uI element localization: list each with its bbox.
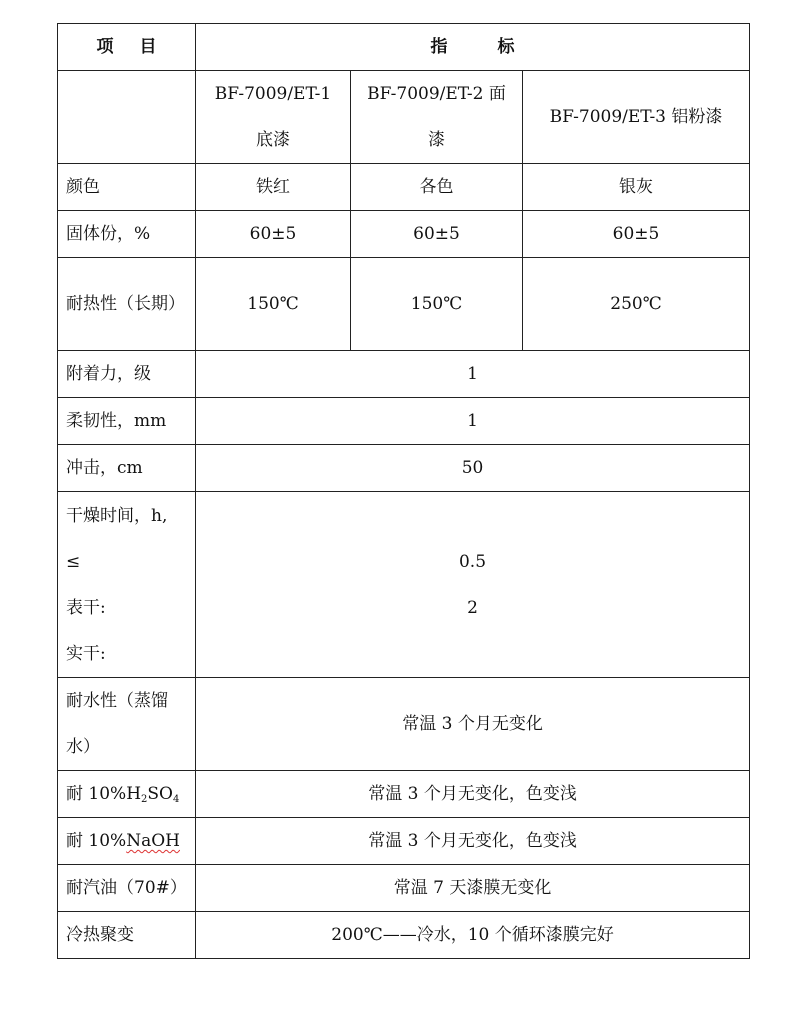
table-row [58,211,750,258]
adhesion-value: 1 [196,351,750,398]
solids-et2: 60±5 [351,211,523,258]
heat-et3: 250℃ [523,258,750,351]
header-item: 项 目 [58,24,196,71]
drying-hard-value: 2 [467,597,478,618]
color-et2: 各色 [351,164,523,211]
row-label-drying [58,492,196,678]
color-et3: 银灰 [523,164,750,211]
solids-et3: 60±5 [523,211,750,258]
row-label-heat: 耐热性（长期） [58,258,196,351]
solids-et1: 60±5 [196,211,351,258]
water-value: 常温 3 个月无变化 [196,678,750,771]
h2so4-value: 常温 3 个月无变化，色变浅 [196,771,750,818]
table-row [58,771,750,818]
table-row-header [58,24,750,71]
row-label-h2so4: 耐 $10\%H_2SO_4$ [58,771,196,818]
row-label-gasoline: 耐汽油（70#） [58,865,196,912]
row-label-solids: 固体份，% [58,211,196,258]
flex-value: 1 [196,398,750,445]
table-row [58,818,750,865]
row-label-adhesion: 附着力，级 [58,351,196,398]
drying-surface-value: 0.5 [458,551,487,572]
drying-label-line2: ≤ [66,551,81,572]
row-label-thermal: 冷热聚变 [58,912,196,959]
heat-et2: 150℃ [351,258,523,351]
drying-label-line1: 干燥时间，h, [66,505,168,526]
table-row [58,258,750,351]
table-row [58,678,750,771]
header-index: 指 标 [196,24,750,71]
table-row [58,398,750,445]
impact-value: 50 [196,445,750,492]
color-et1: 铁红 [196,164,351,211]
naoh-spellcheck-mark: NaOH [126,831,180,851]
heat-et1: 150℃ [196,258,351,351]
drying-label-surface: 表干: [66,597,106,618]
row-label-naoh: 耐 10%NaOH [58,818,196,865]
spec-table [57,23,750,959]
subheader-empty [58,71,196,164]
row-label-impact: 冲击，cm [58,445,196,492]
table-row [58,865,750,912]
table-row [58,164,750,211]
table-row [58,492,750,678]
table-row [58,445,750,492]
drying-values [196,492,750,678]
table-row [58,912,750,959]
subheader-et2: BF-7009/ET-2 面漆 [351,71,523,164]
table-row-subheader [58,71,750,164]
drying-label-hard: 实干: [66,643,106,664]
row-label-color: 颜色 [58,164,196,211]
subheader-et3: BF-7009/ET-3 铝粉漆 [523,71,750,164]
row-label-flex: 柔韧性，mm [58,398,196,445]
naoh-value: 常温 3 个月无变化，色变浅 [196,818,750,865]
thermal-value: 200℃——冷水，10 个循环漆膜完好 [196,912,750,959]
gasoline-value: 常温 7 天漆膜无变化 [196,865,750,912]
table-row [58,351,750,398]
row-label-water: 耐水性（蒸馏水） [58,678,196,771]
subheader-et1: BF-7009/ET-1 底漆 [196,71,351,164]
